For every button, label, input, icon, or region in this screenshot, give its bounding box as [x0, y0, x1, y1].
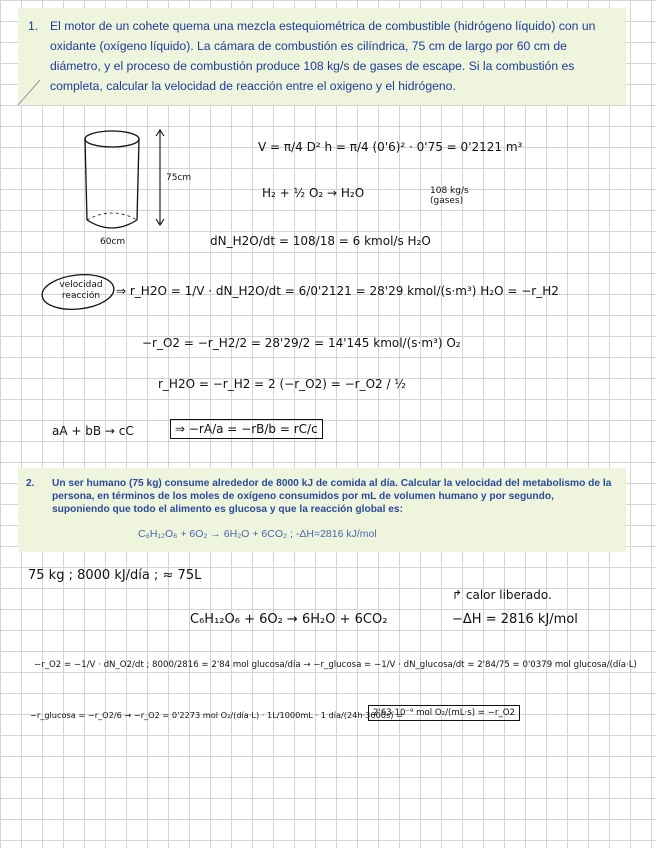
glucose-reaction: C₆H₁₂O₆ + 6O₂ → 6H₂O + 6CO₂	[190, 612, 388, 627]
general-reaction: aA + bB → cC	[52, 424, 134, 438]
problem-2-text: Un ser humano (75 kg) consume alrededor de 8000 kJ de comida al día. Calcular la velocidad del metabolismo de la persona, en términos de los moles de oxígeno consumidos por mL de volumen humano y por segundo, suponiendo que todo el alimento es glucosa y que la reacción global es:	[52, 478, 612, 515]
problem-2-statement	[18, 468, 626, 552]
rate-relation-equation: r_H2O = −r_H2 = 2 (−r_O2) = −r_O2 / ½	[158, 377, 406, 391]
rate-glucose-line: −r_O2 = −1/V · dN_O2/dt ; 8000/2816 = 2'84 mol glucosa/día → −r_glucosa = −1/V · dN_glucosa/dt = 2'84/75 = 0'0379 mol glucosa/(día·L)	[34, 660, 637, 670]
rate-o2-conversion-line: −r_glucosa = −r_O2/6 → −r_O2 = 0'2273 mol O₂/(día·L) · 1L/1000mL · 1 día/(24h·3600s) =	[30, 710, 403, 720]
final-answer: 2'63·10⁻⁹ mol O₂/(mL·s) = −r_O2	[368, 705, 520, 718]
diameter-label: 60cm	[100, 237, 126, 247]
rate-o2-equation: −r_O2 = −r_H2/2 = 28'29/2 = 14'145 kmol/(s·m³) O₂	[142, 336, 461, 350]
circled-label: velocidad reacción	[59, 280, 103, 301]
problem-1-number: 1.	[28, 19, 39, 33]
volume-equation: V = π/4 D² h = π/4 (0'6)² · 0'75 = 0'2121 m³	[258, 140, 523, 154]
reaction-equation: H₂ + ½ O₂ → H₂O	[262, 186, 365, 200]
molar-flow-equation: dN_H2O/dt = 108/18 = 6 kmol/s H₂O	[210, 234, 431, 248]
rate-h2o-equation: ⇒ r_H2O = 1/V · dN_H2O/dt = 6/0'2121 = 28'29 kmol/(s·m³) H₂O = −r_H2	[116, 284, 559, 298]
general-rate-relation: ⇒ −rA/a = −rB/b = rC/c	[170, 418, 323, 436]
height-label: 75cm	[166, 173, 192, 183]
gas-note: 108 kg/s (gases)	[430, 186, 469, 206]
problem-2-equation: C₆H₁₂O₆ + 6O₂ → 6H₂O + 6CO₂ ; -ΔH=2816 kJ/mol	[138, 528, 377, 540]
given-data: 75 kg ; 8000 kJ/día ; ≈ 75L	[28, 568, 202, 583]
problem-1-text: El motor de un cohete quema una mezcla estequiométrica de combustible (hidrógeno líquido) con un oxidante (oxígeno líquido). La cámara de combustión es cilíndrica, 75 cm de largo por 60 cm de diámetro, y el proceso de combustión produce 108 kg/s de gases de escape. Si la combustión es completa, calcular la velocidad de reacción entre el oxigeno y el hidrógeno.	[50, 19, 596, 93]
heat-note: ↱ calor liberado.	[452, 588, 552, 602]
problem-2-number: 2.	[26, 478, 35, 489]
enthalpy-value: −ΔH = 2816 kJ/mol	[452, 612, 578, 627]
